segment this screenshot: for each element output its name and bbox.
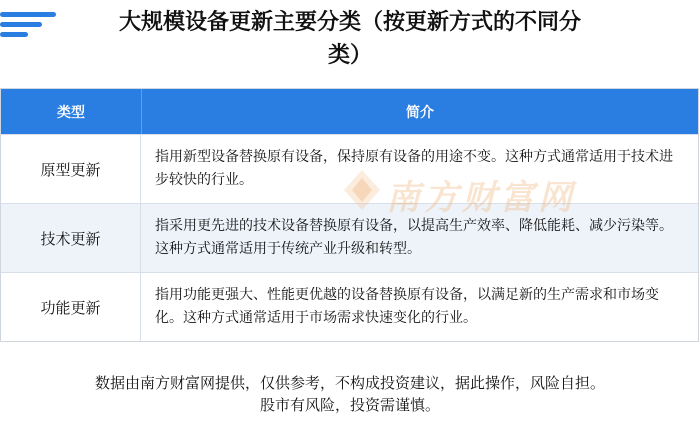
column-header-description: 简介 bbox=[406, 104, 434, 121]
row-description-cell: 指用新型设备替换原有设备，保持原有设备的用途不变。这种方式通常适用于技术进步较快的行业。 bbox=[155, 149, 673, 188]
column-header-type: 类型 bbox=[1, 89, 142, 134]
classification-table bbox=[0, 88, 699, 342]
page-title bbox=[70, 6, 630, 72]
table-row bbox=[1, 272, 698, 341]
row-description-cell: 指用功能更强大、性能更优越的设备替换原有设备，以满足新的生产需求和市场变化。这种方式通常适用于市场需求快速变化的行业。 bbox=[155, 287, 659, 326]
row-type-cell: 原型更新 bbox=[1, 135, 141, 203]
table-row bbox=[1, 203, 698, 272]
disclaimer bbox=[0, 372, 700, 416]
table-header bbox=[1, 89, 698, 134]
page-title-line-2: 类） bbox=[327, 43, 372, 68]
corner-logo-icon bbox=[0, 6, 56, 46]
disclaimer-line-2: 股市有风险，投资需谨慎。 bbox=[259, 396, 440, 414]
page-title-line-1: 大规模设备更新主要分类（按更新方式的不同分 bbox=[118, 10, 581, 35]
row-description-cell: 指采用更先进的技术设备替换原有设备，以提高生产效率、降低能耗、减少污染等。这种方式通常适用于传统产业升级和转型。 bbox=[155, 218, 673, 257]
row-type-cell: 技术更新 bbox=[1, 204, 141, 272]
table-row bbox=[1, 134, 698, 203]
row-type-cell: 功能更新 bbox=[1, 273, 141, 341]
disclaimer-line-1: 数据由南方财富网提供，仅供参考，不构成投资建议，据此操作，风险自担。 bbox=[94, 374, 605, 392]
watermark: 南方财富网 bbox=[386, 178, 576, 218]
